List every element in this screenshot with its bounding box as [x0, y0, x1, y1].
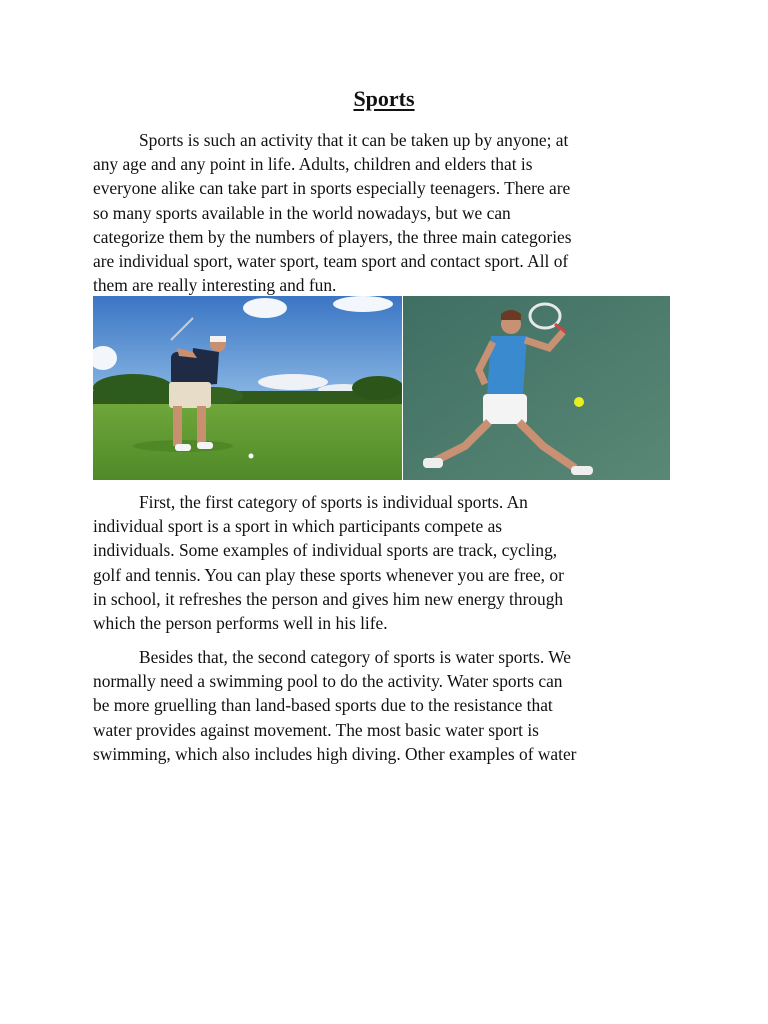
- paragraph-water-sports: [93, 645, 673, 766]
- text-line: everyone alike can take part in sports especially teenagers. There are: [93, 178, 571, 199]
- text-line: swimming, which also includes high diving. Other examples of water: [93, 743, 577, 764]
- text-line: any age and any point in life. Adults, children and elders that is: [93, 154, 533, 175]
- text-line: categorize them by the numbers of players, the three main categories: [93, 226, 572, 247]
- text-line: which the person performs well in his life.: [93, 613, 388, 634]
- tennis-photo: [403, 296, 670, 480]
- text-line: individuals. Some examples of individual sports are track, cycling,: [93, 540, 558, 561]
- text-line: First, the first category of sports is individual sports. An: [139, 492, 528, 512]
- text-line: golf and tennis. You can play these sports whenever you are free, or: [93, 564, 564, 585]
- text-line: are individual sport, water sport, team sport and contact sport. All of: [93, 251, 569, 272]
- paragraph-individual-sports: [93, 490, 673, 635]
- sports-photos: [93, 296, 670, 480]
- text-line: Sports is such an activity that it can be taken up by anyone; at: [139, 130, 569, 150]
- text-line: water provides against movement. The most basic water sport is: [93, 719, 539, 740]
- text-line: be more gruelling than land-based sports due to the resistance that: [93, 695, 553, 716]
- text-line: in school, it refreshes the person and gives him new energy through: [93, 588, 564, 609]
- document-title: Sports: [353, 86, 415, 111]
- text-line: Besides that, the second category of sports is water sports. We: [139, 647, 571, 667]
- text-line: normally need a swimming pool to do the activity. Water sports can: [93, 671, 563, 692]
- text-line: so many sports available in the world nowadays, but we can: [93, 202, 511, 223]
- paragraph-intro: [93, 128, 673, 297]
- text-line: them are really interesting and fun.: [93, 275, 337, 296]
- text-line: individual sport is a sport in which participants compete as: [93, 516, 503, 537]
- golf-photo: [93, 296, 402, 480]
